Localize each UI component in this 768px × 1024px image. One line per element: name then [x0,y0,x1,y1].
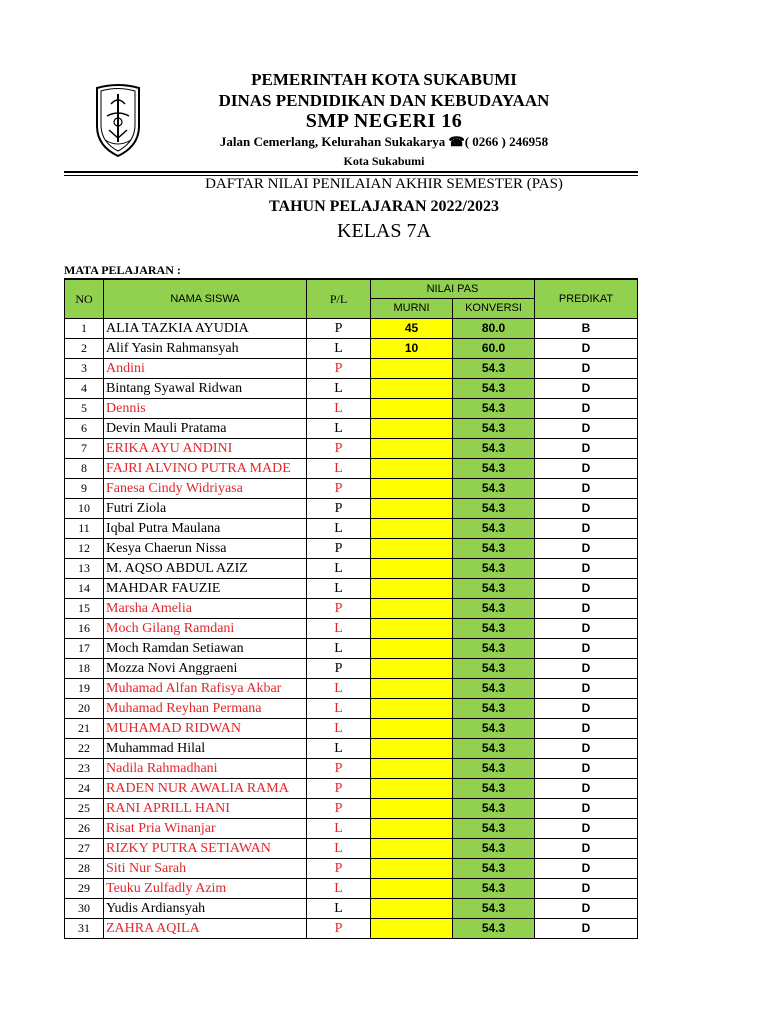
student-gender: L [307,579,371,599]
student-gender: P [307,359,371,379]
score-predikat: D [535,579,638,599]
subject-label: MATA PELAJARAN : [64,263,181,277]
score-murni [371,879,453,899]
table-row [65,799,638,819]
row-number: 21 [65,719,104,739]
table-row [65,699,638,719]
score-konversi: 54.3 [453,359,535,379]
score-konversi: 54.3 [453,799,535,819]
score-konversi: 54.3 [453,439,535,459]
student-gender: L [307,399,371,419]
score-murni [371,599,453,619]
score-predikat: D [535,419,638,439]
student-gender: L [307,339,371,359]
score-konversi: 80.0 [453,319,535,339]
header-address-line [0,134,768,150]
score-predikat: D [535,759,638,779]
score-predikat: D [535,719,638,739]
score-predikat: D [535,379,638,399]
score-predikat: D [535,839,638,859]
row-number: 1 [65,319,104,339]
score-predikat: D [535,519,638,539]
score-predikat: D [535,639,638,659]
score-predikat: D [535,599,638,619]
score-predikat: D [535,359,638,379]
student-name: M. AQSO ABDUL AZIZ [104,559,307,579]
table-row [65,779,638,799]
score-predikat: D [535,799,638,819]
table-row [65,619,638,639]
student-gender: L [307,879,371,899]
student-name: Teuku Zulfadly Azim [104,879,307,899]
student-name: Mozza Novi Anggraeni [104,659,307,679]
score-konversi: 54.3 [453,879,535,899]
score-murni [371,799,453,819]
table-row [65,419,638,439]
score-konversi: 54.3 [453,559,535,579]
student-gender: P [307,599,371,619]
score-konversi: 54.3 [453,659,535,679]
score-konversi: 54.3 [453,919,535,939]
student-gender: L [307,559,371,579]
student-name: ZAHRA AQILA [104,919,307,939]
score-konversi: 54.3 [453,739,535,759]
score-predikat: D [535,779,638,799]
score-predikat: D [535,679,638,699]
row-number: 19 [65,679,104,699]
score-murni [371,719,453,739]
student-gender: L [307,419,371,439]
student-gender: P [307,539,371,559]
student-gender: P [307,319,371,339]
header-divider [64,171,638,173]
table-row [65,639,638,659]
student-gender: P [307,779,371,799]
score-konversi: 54.3 [453,539,535,559]
score-konversi: 54.3 [453,499,535,519]
score-predikat: D [535,499,638,519]
score-murni [371,539,453,559]
table-row [65,319,638,339]
score-murni [371,779,453,799]
table-row [65,659,638,679]
student-name: ALIA TAZKIA AYUDIA [104,319,307,339]
score-predikat: D [535,619,638,639]
student-name: Andini [104,359,307,379]
row-number: 24 [65,779,104,799]
student-name: Dennis [104,399,307,419]
academic-year: TAHUN PELAJARAN 2022/2023 [269,198,499,215]
column-header-predikat: PREDIKAT [535,279,638,319]
student-gender: P [307,499,371,519]
score-konversi: 54.3 [453,599,535,619]
student-gender: P [307,759,371,779]
row-number: 16 [65,619,104,639]
student-gender: P [307,479,371,499]
score-murni [371,559,453,579]
table-row [65,479,638,499]
student-gender: L [307,679,371,699]
score-konversi: 60.0 [453,339,535,359]
score-predikat: D [535,919,638,939]
student-gender: L [307,699,371,719]
score-predikat: B [535,319,638,339]
score-predikat: D [535,899,638,919]
score-murni [371,439,453,459]
score-predikat: D [535,479,638,499]
score-konversi: 54.3 [453,459,535,479]
score-murni [371,479,453,499]
score-murni [371,619,453,639]
student-gender: P [307,799,371,819]
student-gender: L [307,519,371,539]
score-konversi: 54.3 [453,579,535,599]
score-murni [371,359,453,379]
class-name: KELAS 7A [337,220,431,242]
student-name: Devin Mauli Pratama [104,419,307,439]
row-number: 25 [65,799,104,819]
table-row [65,599,638,619]
header-address: Jalan Cemerlang, Kelurahan Sukakarya [219,134,446,149]
score-murni [371,759,453,779]
row-number: 11 [65,519,104,539]
student-name: Marsha Amelia [104,599,307,619]
score-murni [371,839,453,859]
score-murni [371,379,453,399]
score-predikat: D [535,339,638,359]
table-row [65,559,638,579]
score-konversi: 54.3 [453,699,535,719]
row-number: 8 [65,459,104,479]
score-murni [371,499,453,519]
score-murni [371,579,453,599]
score-konversi: 54.3 [453,619,535,639]
score-predikat: D [535,879,638,899]
table-row [65,719,638,739]
score-konversi: 54.3 [453,759,535,779]
table-row [65,439,638,459]
row-number: 23 [65,759,104,779]
column-header-pl: P/L [307,279,371,319]
row-number: 4 [65,379,104,399]
column-header-no: NO [65,279,104,319]
student-name: Fanesa Cindy Widriyasa [104,479,307,499]
row-number: 31 [65,919,104,939]
student-name: Moch Gilang Ramdani [104,619,307,639]
table-row [65,499,638,519]
row-number: 5 [65,399,104,419]
student-gender: P [307,919,371,939]
student-name: Moch Ramdan Setiawan [104,639,307,659]
score-murni [371,899,453,919]
row-number: 22 [65,739,104,759]
score-konversi: 54.3 [453,779,535,799]
student-name: Kesya Chaerun Nissa [104,539,307,559]
score-predikat: D [535,659,638,679]
score-konversi: 54.3 [453,639,535,659]
score-murni [371,819,453,839]
score-murni [371,739,453,759]
column-header-nilai-pas: NILAI PAS [371,279,535,299]
row-number: 13 [65,559,104,579]
student-name: ERIKA AYU ANDINI [104,439,307,459]
table-row [65,899,638,919]
score-konversi: 54.3 [453,899,535,919]
score-konversi: 54.3 [453,399,535,419]
student-gender: P [307,859,371,879]
student-name: FAJRI ALVINO PUTRA MADE [104,459,307,479]
score-konversi: 54.3 [453,479,535,499]
student-gender: P [307,659,371,679]
score-murni [371,659,453,679]
row-number: 10 [65,499,104,519]
table-row [65,759,638,779]
score-murni [371,699,453,719]
table-row [65,339,638,359]
grades-table [64,278,638,939]
table-row [65,679,638,699]
score-predikat: D [535,399,638,419]
score-murni [371,679,453,699]
score-konversi: 54.3 [453,719,535,739]
column-header-name: NAMA SISWA [104,279,307,319]
score-konversi: 54.3 [453,519,535,539]
table-row [65,859,638,879]
row-number: 2 [65,339,104,359]
score-konversi: 54.3 [453,859,535,879]
score-predikat: D [535,459,638,479]
student-name: MUHAMAD RIDWAN [104,719,307,739]
row-number: 12 [65,539,104,559]
score-murni [371,459,453,479]
student-name: Risat Pria Winanjar [104,819,307,839]
header-phone: ( 0266 ) 246958 [464,134,549,149]
student-name: RANI APRILL HANI [104,799,307,819]
table-row [65,459,638,479]
row-number: 17 [65,639,104,659]
student-gender: P [307,439,371,459]
student-name: RIZKY PUTRA SETIAWAN [104,839,307,859]
score-predikat: D [535,439,638,459]
row-number: 3 [65,359,104,379]
column-header-konversi: KONVERSI [453,299,535,319]
header-government: PEMERINTAH KOTA SUKABUMI [251,70,517,89]
student-gender: L [307,819,371,839]
header-department: DINAS PENDIDIKAN DAN KEBUDAYAAN [218,91,550,110]
student-name: Muhamad Alfan Rafisya Akbar [104,679,307,699]
student-name: Bintang Syawal Ridwan [104,379,307,399]
row-number: 14 [65,579,104,599]
score-murni [371,419,453,439]
table-row [65,539,638,559]
row-number: 15 [65,599,104,619]
document-title: DAFTAR NILAI PENILAIAN AKHIR SEMESTER (PAS) [205,176,563,192]
row-number: 29 [65,879,104,899]
score-murni: 45 [371,319,453,339]
score-predikat: D [535,859,638,879]
score-konversi: 54.3 [453,839,535,859]
score-konversi: 54.3 [453,679,535,699]
score-konversi: 54.3 [453,419,535,439]
table-row [65,359,638,379]
student-gender: L [307,739,371,759]
student-name: Alif Yasin Rahmansyah [104,339,307,359]
score-predikat: D [535,819,638,839]
student-gender: L [307,619,371,639]
table-row [65,819,638,839]
score-predikat: D [535,559,638,579]
row-number: 7 [65,439,104,459]
table-row [65,399,638,419]
column-header-murni: MURNI [371,299,453,319]
table-row [65,739,638,759]
score-konversi: 54.3 [453,819,535,839]
student-name: Siti Nur Sarah [104,859,307,879]
student-name: Nadila Rahmadhani [104,759,307,779]
row-number: 9 [65,479,104,499]
row-number: 20 [65,699,104,719]
table-row [65,379,638,399]
student-gender: L [307,899,371,919]
student-name: Futri Ziola [104,499,307,519]
row-number: 27 [65,839,104,859]
student-gender: L [307,459,371,479]
row-number: 6 [65,419,104,439]
student-name: Iqbal Putra Maulana [104,519,307,539]
score-predikat: D [535,739,638,759]
student-name: RADEN NUR AWALIA RAMA [104,779,307,799]
student-gender: L [307,639,371,659]
header-city: Kota Sukabumi [343,154,425,168]
table-row [65,879,638,899]
row-number: 30 [65,899,104,919]
header-school-name: SMP NEGERI 16 [305,110,463,132]
score-konversi: 54.3 [453,379,535,399]
score-murni [371,639,453,659]
student-name: Muhammad Hilal [104,739,307,759]
student-gender: L [307,379,371,399]
row-number: 26 [65,819,104,839]
score-murni: 10 [371,339,453,359]
score-murni [371,519,453,539]
score-predikat: D [535,539,638,559]
student-name: MAHDAR FAUZIE [104,579,307,599]
score-murni [371,919,453,939]
telephone-icon: ☎ [448,134,465,149]
student-name: Muhamad Reyhan Permana [104,699,307,719]
table-row [65,919,638,939]
row-number: 28 [65,859,104,879]
row-number: 18 [65,659,104,679]
table-row [65,839,638,859]
score-murni [371,859,453,879]
student-name: Yudis Ardiansyah [104,899,307,919]
table-row [65,519,638,539]
table-row [65,579,638,599]
student-gender: L [307,719,371,739]
score-murni [371,399,453,419]
score-predikat: D [535,699,638,719]
student-gender: L [307,839,371,859]
